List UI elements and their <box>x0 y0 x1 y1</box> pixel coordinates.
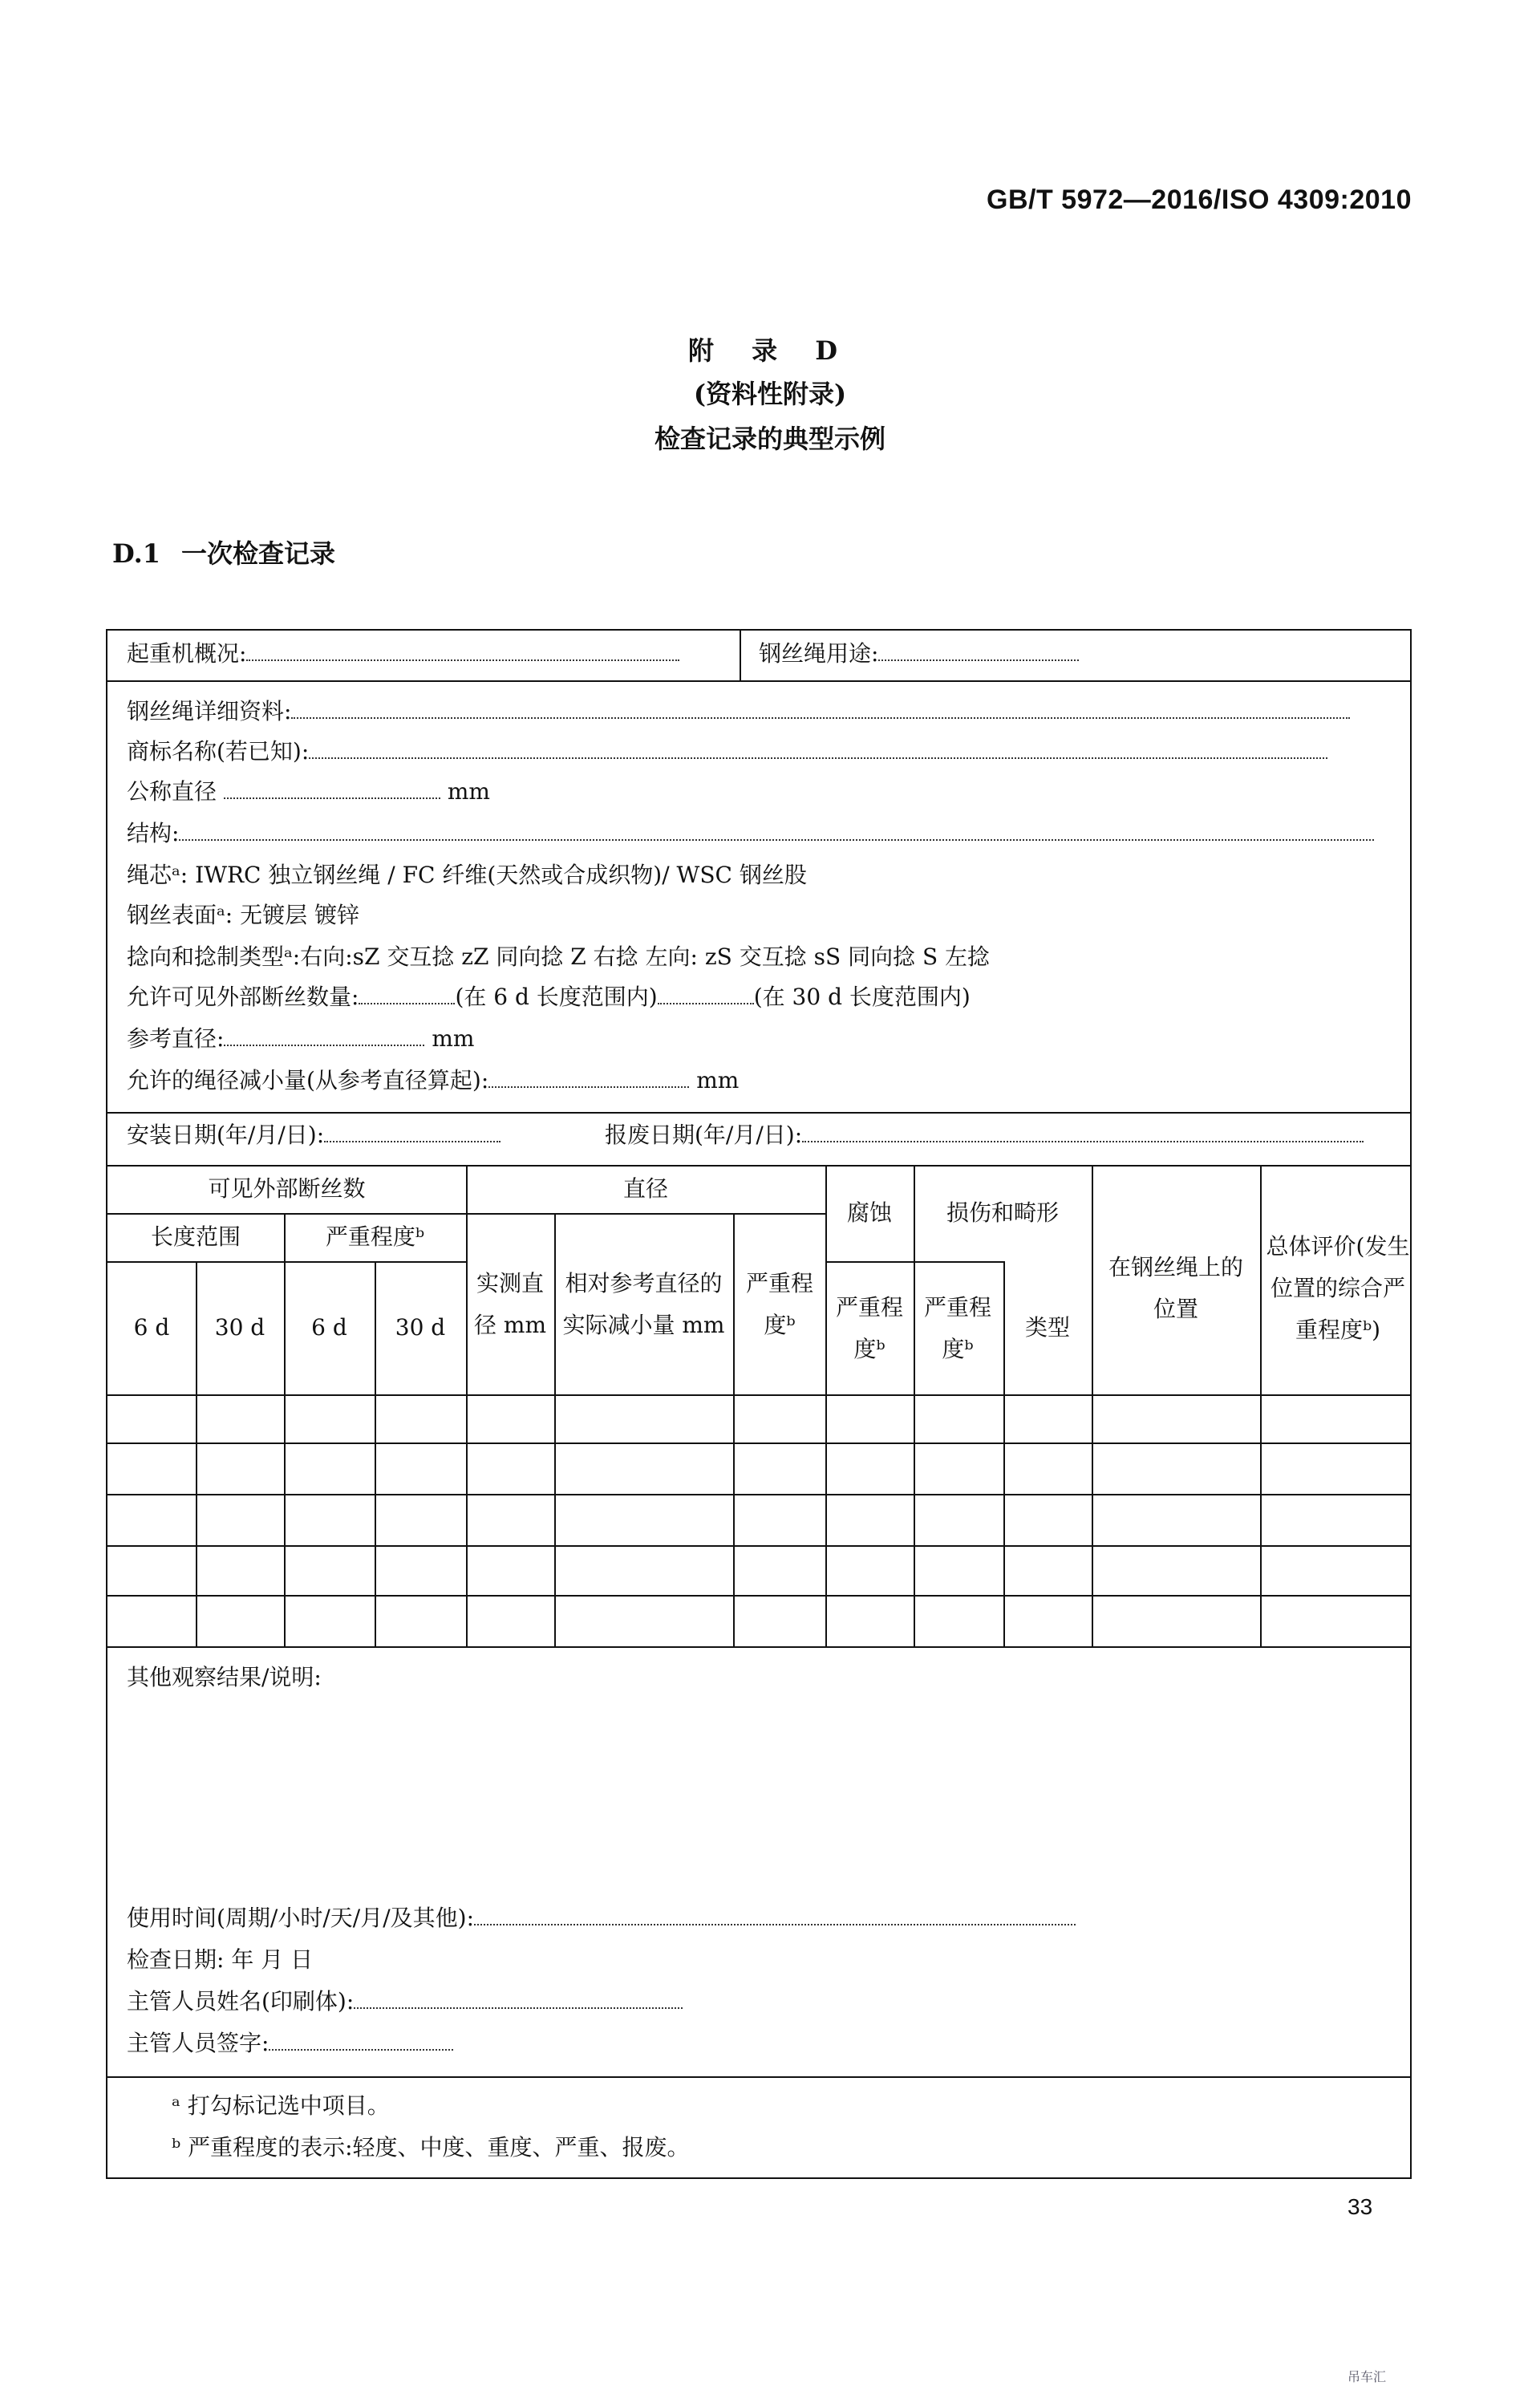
allowed-reduction-field: 允许的绳径减小量(从参考直径算起): mm <box>127 1067 740 1094</box>
col-severity: 严重程度ᵇ <box>325 1223 425 1250</box>
col-overall: 总体评价(发生位置的综合严重程度ᵇ) <box>1266 1233 1410 1343</box>
divider <box>466 1165 468 1646</box>
divider <box>554 1213 556 1646</box>
crane-field: 起重机概况: <box>127 640 679 667</box>
divider <box>733 1213 735 1646</box>
col-measured-dia: 实测直径 mm <box>474 1270 547 1338</box>
col-30d-length: 30 d <box>214 1314 265 1341</box>
appendix-subtitle: (资料性附录) <box>693 379 847 409</box>
page-number: 33 <box>1348 2194 1373 2219</box>
col-length-range: 长度范围 <box>150 1223 241 1250</box>
appendix-title: 附 录 D <box>687 335 853 366</box>
appendix-heading: 检查记录的典型示例 <box>654 424 886 454</box>
divider <box>107 2076 1410 2078</box>
supervisor-signature-field: 主管人员签字: <box>127 2030 453 2057</box>
supervisor-name-field: 主管人员姓名(印刷体): <box>127 1988 683 2015</box>
discard-date-field: 报废日期(年/月/日): <box>605 1122 1364 1149</box>
divider <box>107 1545 1410 1547</box>
divider <box>1092 1165 1093 1646</box>
col-corrosion: 腐蚀 <box>846 1199 892 1226</box>
col-30d-severity: 30 d <box>395 1314 446 1341</box>
divider <box>107 1442 1410 1444</box>
watermark-logo: 吊车汇 <box>1348 2371 1387 2384</box>
col-type: 类型 <box>1024 1314 1070 1341</box>
divider <box>107 1394 1410 1396</box>
col-6d-severity: 6 d <box>311 1314 347 1341</box>
inspection-form <box>106 629 1412 2179</box>
col-corrosion-severity: 严重程度ᵇ <box>835 1294 903 1362</box>
col-reduction: 相对参考直径的实际减小量 mm <box>562 1270 725 1338</box>
col-broken-wires: 可见外部断丝数 <box>208 1175 366 1202</box>
rope-use-field: 钢丝绳用途: <box>759 640 1079 667</box>
footnote-a: ᵃ 打勾标记选中项目。 <box>172 2092 390 2119</box>
divider <box>107 680 1410 682</box>
other-observations: 其他观察结果/说明: <box>127 1664 322 1690</box>
standard-number: GB/T 5972—2016/ISO 4309:2010 <box>987 185 1412 215</box>
divider <box>1260 1165 1262 1646</box>
section-heading <box>112 534 356 570</box>
col-position: 在钢丝绳上的位置 <box>1108 1254 1243 1322</box>
divider <box>107 1646 1410 1648</box>
install-date-field: 安装日期(年/月/日): <box>127 1122 500 1149</box>
divider <box>107 1112 1410 1114</box>
brand-field: 商标名称(若已知): <box>127 738 1327 765</box>
divider <box>740 631 741 680</box>
core-options: 绳芯ᵃ: IWRC 独立钢丝绳 / FC 纤维(天然或合成织物)/ WSC 钢丝股 <box>127 862 807 888</box>
footnote-b: ᵇ 严重程度的表示:轻度、中度、重度、严重、报废。 <box>172 2134 690 2161</box>
surface-options: 钢丝表面ᵃ: 无镀层 镀锌 <box>127 902 360 928</box>
reference-diameter-field: 参考直径: mm <box>127 1025 475 1052</box>
section-number: D.1 <box>112 538 161 569</box>
divider <box>107 1595 1410 1597</box>
col-damage: 损伤和畸形 <box>946 1199 1059 1226</box>
col-damage-severity: 严重程度ᵇ <box>923 1294 991 1362</box>
divider <box>466 1213 825 1215</box>
inspection-date-field: 检查日期: 年 月 日 <box>127 1946 314 1973</box>
col-dia-severity: 严重程度ᵇ <box>745 1270 813 1338</box>
allowed-broken-wires: 允许可见外部断丝数量: (在 6 d 长度范围内) (在 30 d 长度范围内) <box>127 984 971 1010</box>
divider <box>107 1494 1410 1495</box>
col-diameter: 直径 <box>622 1175 668 1202</box>
usage-field: 使用时间(周期/小时/天/月/及其他): <box>127 1905 1076 1932</box>
section-title: 一次检查记录 <box>181 538 336 569</box>
nominal-diameter-field: 公称直径 mm <box>127 778 490 805</box>
rope-details-field: 钢丝绳详细资料: <box>127 698 1350 725</box>
construction-field: 结构: <box>127 820 1374 847</box>
col-6d-length: 6 d <box>133 1314 170 1341</box>
lay-options: 捻向和捻制类型ᵃ:右向:sZ 交互捻 zZ 同向捻 Z 右捻 左向: zS 交互捻 sS 同向捻 S 左捻 <box>127 943 991 970</box>
